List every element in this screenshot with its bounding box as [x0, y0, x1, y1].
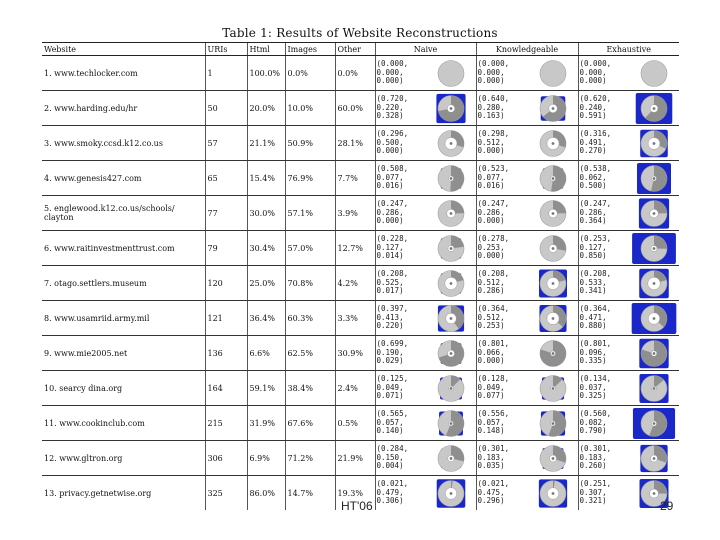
col-header-knowledgeable: Knowledgeable [476, 43, 578, 56]
other-cell: 4.2% [335, 266, 375, 301]
exhaustive-tuple: (0.301, 0.183, 0.260) [579, 444, 612, 471]
naive-glyph [427, 408, 475, 439]
uris-cell: 50 [205, 91, 247, 126]
html-cell: 20.0% [247, 91, 285, 126]
glyph-svg [427, 303, 475, 334]
knowledgeable-cell [476, 126, 578, 161]
glyph-svg [529, 303, 577, 334]
exhaustive-cell [578, 266, 679, 301]
naive-cell [375, 441, 476, 476]
center-dot-mark [653, 142, 656, 145]
knowledgeable-cell [476, 336, 578, 371]
col-header-html: Html [247, 43, 285, 56]
glyph-svg [427, 268, 475, 299]
website-cell: 12. www.gltron.org [42, 441, 205, 476]
center-dot-mark [449, 177, 452, 180]
knowledgeable-glyph [529, 303, 577, 334]
uris-cell: 1 [205, 56, 247, 91]
exhaustive-cell [578, 161, 679, 196]
glyph-svg [630, 443, 678, 474]
exhaustive-cell [578, 371, 679, 406]
naive-tuple: (0.247, 0.286, 0.000) [376, 199, 409, 226]
naive-cell [375, 371, 476, 406]
naive-tuple: (0.228, 0.127, 0.014) [376, 234, 409, 261]
naive-glyph [427, 93, 475, 124]
exhaustive-cell [578, 336, 679, 371]
exhaustive-tuple: (0.134, 0.037, 0.325) [579, 374, 612, 401]
other-cell: 28.1% [335, 126, 375, 161]
html-cell: 86.0% [247, 476, 285, 511]
glyph-svg [427, 233, 475, 264]
exhaustive-tuple: (0.000, 0.000, 0.000) [579, 59, 612, 86]
glyph-svg [529, 58, 577, 89]
naive-cell [375, 126, 476, 161]
images-cell: 38.4% [285, 371, 335, 406]
uris-cell: 57 [205, 126, 247, 161]
center-dot-mark [449, 492, 452, 495]
other-cell: 12.7% [335, 231, 375, 266]
knowledgeable-glyph [529, 373, 577, 404]
exhaustive-tuple: (0.620, 0.240, 0.591) [579, 94, 612, 121]
glyph-svg [630, 373, 678, 404]
other-cell: 60.0% [335, 91, 375, 126]
knowledgeable-tuple: (0.278, 0.253, 0.000) [477, 234, 510, 261]
exhaustive-cell [578, 441, 679, 476]
table-row [42, 336, 679, 371]
uris-cell: 121 [205, 301, 247, 336]
other-cell: 7.7% [335, 161, 375, 196]
uris-cell: 120 [205, 266, 247, 301]
uris-cell: 325 [205, 476, 247, 511]
naive-glyph [427, 338, 475, 369]
uris-cell: 164 [205, 371, 247, 406]
table-row [42, 126, 679, 161]
naive-glyph [427, 268, 475, 299]
knowledgeable-cell [476, 441, 578, 476]
knowledgeable-glyph [529, 443, 577, 474]
knowledgeable-tuple: (0.801, 0.066, 0.000) [477, 339, 510, 366]
center-dot-mark [551, 352, 554, 355]
knowledgeable-tuple: (0.247, 0.286, 0.000) [477, 199, 510, 226]
naive-tuple: (0.021, 0.479, 0.306) [376, 479, 409, 506]
exhaustive-glyph [630, 268, 678, 299]
table-row [42, 371, 679, 406]
knowledgeable-cell [476, 91, 578, 126]
naive-tuple: (0.296, 0.500, 0.000) [376, 129, 409, 156]
images-cell: 70.8% [285, 266, 335, 301]
website-cell: 8. www.usamriid.army.mil [42, 301, 205, 336]
glyph-svg [529, 373, 577, 404]
knowledgeable-tuple: (0.208, 0.512, 0.286) [477, 269, 510, 296]
table-row [42, 266, 679, 301]
other-cell: 3.3% [335, 301, 375, 336]
exhaustive-tuple: (0.801, 0.096, 0.335) [579, 339, 612, 366]
exhaustive-cell [578, 126, 679, 161]
exhaustive-tuple: (0.316, 0.491, 0.270) [579, 129, 612, 156]
naive-cell [375, 406, 476, 441]
glyph-svg [427, 408, 475, 439]
other-cell: 0.5% [335, 406, 375, 441]
uris-cell: 306 [205, 441, 247, 476]
naive-glyph [427, 233, 475, 264]
table-row [42, 56, 679, 91]
html-cell: 31.9% [247, 406, 285, 441]
exhaustive-glyph [630, 58, 678, 89]
center-dot-mark [449, 247, 452, 250]
exhaustive-cell [578, 406, 679, 441]
knowledgeable-tuple: (0.301, 0.183, 0.035) [477, 444, 510, 471]
center-dot-mark [449, 422, 452, 425]
glyph-svg [630, 338, 678, 369]
naive-glyph [427, 198, 475, 229]
website-cell: 9. www.mie2005.net [42, 336, 205, 371]
glyph-svg [427, 198, 475, 229]
exhaustive-glyph [630, 443, 678, 474]
uris-cell: 77 [205, 196, 247, 231]
exhaustive-tuple: (0.538, 0.062, 0.500) [579, 164, 612, 191]
naive-glyph [427, 478, 475, 509]
exhaustive-cell [578, 301, 679, 336]
table-row [42, 161, 679, 196]
glyph-svg [630, 58, 678, 89]
exhaustive-tuple: (0.251, 0.307, 0.321) [579, 479, 612, 506]
center-dot-mark [551, 212, 554, 215]
naive-cell [375, 56, 476, 91]
table-body [42, 56, 679, 511]
center-dot-mark [653, 177, 656, 180]
other-cell: 0.0% [335, 56, 375, 91]
website-cell: 1. www.techlocker.com [42, 56, 205, 91]
html-cell: 30.0% [247, 196, 285, 231]
naive-cell [375, 91, 476, 126]
glyph-svg [529, 268, 577, 299]
glyph-svg [630, 93, 678, 124]
center-dot-mark [653, 247, 656, 250]
knowledgeable-cell [476, 56, 578, 91]
knowledgeable-glyph [529, 478, 577, 509]
images-cell: 0.0% [285, 56, 335, 91]
naive-tuple: (0.284, 0.150, 0.004) [376, 444, 409, 471]
html-cell: 6.9% [247, 441, 285, 476]
center-dot-mark [653, 212, 656, 215]
col-header-images: Images [285, 43, 335, 56]
knowledgeable-tuple: (0.640, 0.280, 0.163) [477, 94, 510, 121]
glyph-svg [630, 198, 678, 229]
knowledgeable-cell [476, 161, 578, 196]
center-dot-mark [551, 317, 554, 320]
knowledgeable-cell [476, 231, 578, 266]
glyph-svg [529, 233, 577, 264]
exhaustive-glyph [630, 93, 678, 124]
images-cell: 60.3% [285, 301, 335, 336]
glyph-svg [529, 338, 577, 369]
knowledgeable-tuple: (0.556, 0.057, 0.148) [477, 409, 510, 436]
center-dot-mark [551, 457, 554, 460]
naive-tuple: (0.508, 0.077, 0.016) [376, 164, 409, 191]
table-row [42, 196, 679, 231]
other-cell: 21.9% [335, 441, 375, 476]
knowledgeable-cell [476, 301, 578, 336]
images-cell: 14.7% [285, 476, 335, 511]
results-table [42, 42, 679, 510]
center-dot-mark [551, 177, 554, 180]
table-row [42, 441, 679, 476]
center-dot-mark [653, 107, 656, 110]
naive-cell [375, 336, 476, 371]
knowledgeable-glyph [529, 163, 577, 194]
exhaustive-tuple: (0.364, 0.471, 0.880) [579, 304, 612, 331]
disc-mark [540, 60, 566, 86]
center-dot-mark [653, 387, 656, 390]
knowledgeable-glyph [529, 128, 577, 159]
html-cell: 100.0% [247, 56, 285, 91]
website-cell: 2. www.harding.edu/hr [42, 91, 205, 126]
center-dot-mark [449, 387, 452, 390]
col-header-uris: URIs [205, 43, 247, 56]
knowledgeable-cell [476, 266, 578, 301]
knowledgeable-glyph [529, 268, 577, 299]
html-cell: 6.6% [247, 336, 285, 371]
center-dot-mark [653, 352, 656, 355]
table-row [42, 301, 679, 336]
exhaustive-glyph [630, 373, 678, 404]
html-cell: 30.4% [247, 231, 285, 266]
website-cell: 10. searcy dina.org [42, 371, 205, 406]
knowledgeable-glyph [529, 338, 577, 369]
glyph-svg [529, 478, 577, 509]
glyph-svg [630, 268, 678, 299]
center-dot-mark [449, 142, 452, 145]
center-dot-mark [449, 107, 452, 110]
center-dot-mark [449, 282, 452, 285]
knowledgeable-cell [476, 406, 578, 441]
glyph-svg [427, 478, 475, 509]
exhaustive-glyph [630, 303, 678, 334]
naive-glyph [427, 58, 475, 89]
venue-label: HT'06 [341, 499, 373, 513]
uris-cell: 136 [205, 336, 247, 371]
knowledgeable-glyph [529, 408, 577, 439]
center-dot-mark [653, 457, 656, 460]
glyph-svg [630, 163, 678, 194]
images-cell: 57.0% [285, 231, 335, 266]
naive-glyph [427, 303, 475, 334]
website-cell: 3. www.smoky.ccsd.k12.co.us [42, 126, 205, 161]
exhaustive-glyph [630, 128, 678, 159]
exhaustive-glyph [630, 408, 678, 439]
glyph-svg [427, 58, 475, 89]
table-header-row [42, 43, 679, 56]
glyph-svg [427, 443, 475, 474]
naive-tuple: (0.720, 0.220, 0.328) [376, 94, 409, 121]
center-dot-mark [551, 492, 554, 495]
naive-cell [375, 196, 476, 231]
glyph-svg [630, 408, 678, 439]
naive-cell [375, 231, 476, 266]
html-cell: 15.4% [247, 161, 285, 196]
knowledgeable-glyph [529, 198, 577, 229]
exhaustive-tuple: (0.208, 0.533, 0.341) [579, 269, 612, 296]
naive-cell [375, 266, 476, 301]
glyph-svg [427, 128, 475, 159]
exhaustive-tuple: (0.560, 0.082, 0.790) [579, 409, 612, 436]
website-cell: 11. www.cookinclub.com [42, 406, 205, 441]
exhaustive-cell [578, 196, 679, 231]
naive-glyph [427, 163, 475, 194]
center-dot-mark [551, 142, 554, 145]
col-header-other: Other [335, 43, 375, 56]
naive-glyph [427, 128, 475, 159]
disc-mark [641, 60, 667, 86]
website-cell: 4. www.genesis427.com [42, 161, 205, 196]
website-cell: 7. otago.settlers.museum [42, 266, 205, 301]
naive-tuple: (0.000, 0.000, 0.000) [376, 59, 409, 86]
exhaustive-glyph [630, 338, 678, 369]
other-cell: 3.9% [335, 196, 375, 231]
knowledgeable-glyph [529, 233, 577, 264]
other-cell: 2.4% [335, 371, 375, 406]
images-cell: 76.9% [285, 161, 335, 196]
glyph-svg [630, 233, 678, 264]
naive-tuple: (0.565, 0.057, 0.140) [376, 409, 409, 436]
knowledgeable-tuple: (0.298, 0.512, 0.000) [477, 129, 510, 156]
website-cell: 13. privacy.getnetwise.org [44, 488, 152, 498]
glyph-svg [529, 128, 577, 159]
table-caption: Table 1: Results of Website Reconstructions [222, 26, 498, 40]
center-dot-mark [551, 247, 554, 250]
center-dot-mark [551, 387, 554, 390]
page-number: 29 [660, 499, 674, 513]
html-cell: 36.4% [247, 301, 285, 336]
center-dot-mark [551, 107, 554, 110]
center-dot-mark [653, 492, 656, 495]
disc-mark [438, 60, 464, 86]
other-cell: 30.9% [335, 336, 375, 371]
naive-tuple: (0.125, 0.049, 0.071) [376, 374, 409, 401]
knowledgeable-cell [476, 476, 578, 511]
col-header-website: Website [42, 43, 205, 56]
html-cell: 59.1% [247, 371, 285, 406]
col-header-exhaustive: Exhaustive [578, 43, 679, 56]
naive-glyph [427, 443, 475, 474]
naive-tuple: (0.699, 0.190, 0.029) [376, 339, 409, 366]
glyph-svg [529, 443, 577, 474]
center-dot-mark [653, 317, 656, 320]
exhaustive-tuple: (0.247, 0.286, 0.364) [579, 199, 612, 226]
center-dot-mark [551, 282, 554, 285]
images-cell: 50.9% [285, 126, 335, 161]
glyph-svg [630, 128, 678, 159]
exhaustive-cell [578, 231, 679, 266]
knowledgeable-tuple: (0.364, 0.512, 0.253) [477, 304, 510, 331]
knowledgeable-glyph [529, 93, 577, 124]
naive-cell [375, 476, 476, 511]
glyph-svg [529, 93, 577, 124]
center-dot-mark [449, 352, 452, 355]
images-cell: 57.1% [285, 196, 335, 231]
images-cell: 71.2% [285, 441, 335, 476]
naive-cell [375, 161, 476, 196]
exhaustive-cell [578, 56, 679, 91]
glyph-svg [630, 303, 678, 334]
knowledgeable-cell [476, 196, 578, 231]
uris-cell: 79 [205, 231, 247, 266]
table-row [42, 91, 679, 126]
knowledgeable-tuple: (0.523, 0.077, 0.016) [477, 164, 510, 191]
knowledgeable-cell [476, 371, 578, 406]
naive-tuple: (0.208, 0.525, 0.017) [376, 269, 409, 296]
col-header-naive: Naive [375, 43, 476, 56]
images-cell: 62.5% [285, 336, 335, 371]
knowledgeable-tuple: (0.128, 0.049, 0.077) [477, 374, 510, 401]
glyph-svg [427, 338, 475, 369]
exhaustive-glyph [630, 198, 678, 229]
center-dot-mark [551, 422, 554, 425]
images-cell: 67.6% [285, 406, 335, 441]
knowledgeable-tuple: (0.000, 0.000, 0.000) [477, 59, 510, 86]
table-row [42, 406, 679, 441]
uris-cell: 65 [205, 161, 247, 196]
center-dot-mark [449, 457, 452, 460]
naive-tuple: (0.397, 0.413, 0.220) [376, 304, 409, 331]
website-cell: 6. www.raitinvestmenttrust.com [42, 231, 205, 266]
website-cell: 5. englewood.k12.co.us/schools/ clayton [42, 196, 205, 231]
glyph-svg [529, 163, 577, 194]
html-cell: 21.1% [247, 126, 285, 161]
html-cell: 25.0% [247, 266, 285, 301]
center-dot-mark [449, 317, 452, 320]
naive-cell [375, 301, 476, 336]
uris-cell: 215 [205, 406, 247, 441]
glyph-svg [529, 198, 577, 229]
knowledgeable-glyph [529, 58, 577, 89]
exhaustive-tuple: (0.253, 0.127, 0.850) [579, 234, 612, 261]
glyph-svg [427, 93, 475, 124]
glyph-svg [427, 163, 475, 194]
exhaustive-cell [578, 91, 679, 126]
glyph-svg [529, 408, 577, 439]
center-dot-mark [653, 282, 656, 285]
exhaustive-glyph [630, 233, 678, 264]
naive-glyph [427, 373, 475, 404]
table-row [42, 231, 679, 266]
other-cell: 19.3% [335, 476, 375, 511]
center-dot-mark [449, 212, 452, 215]
knowledgeable-tuple: (0.021, 0.475, 0.296) [477, 479, 510, 506]
center-dot-mark [653, 422, 656, 425]
glyph-svg [427, 373, 475, 404]
images-cell: 10.0% [285, 91, 335, 126]
exhaustive-glyph [630, 163, 678, 194]
